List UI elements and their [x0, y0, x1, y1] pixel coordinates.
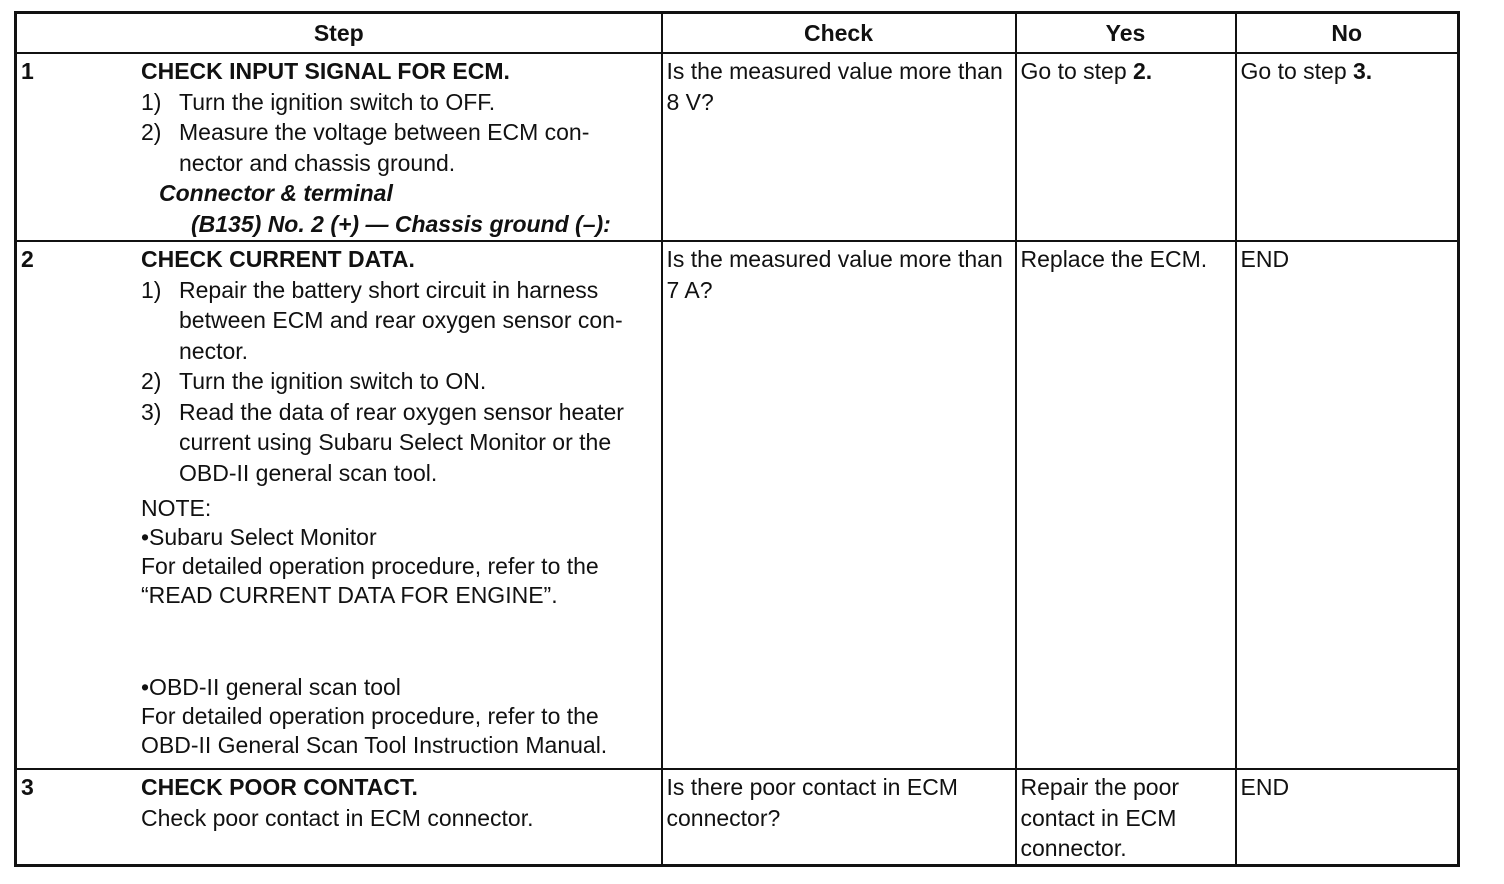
check-cell: Is there poor contact in ECM connector? [662, 769, 1016, 865]
step-number: 3 [21, 774, 34, 800]
note-body: For detailed operation procedure, refer to the OBD-II General Scan Tool Instruction Manual. [141, 703, 608, 758]
header-check: Check [662, 13, 1016, 54]
header-no: No [1236, 13, 1459, 54]
list-item: 2) Measure the voltage between ECM con-nector and chassis ground. [141, 119, 590, 176]
note-body: For detailed operation procedure, refer to the “READ CURRENT DATA FOR ENGINE”. [141, 553, 599, 608]
note-head: •OBD-II general scan tool [141, 674, 401, 700]
yes-cell: Go to step 2. [1016, 53, 1236, 241]
check-cell: Is the measured value more than 8 V? [662, 53, 1016, 241]
step-title: CHECK INPUT SIGNAL FOR ECM. [141, 58, 510, 84]
header-row [16, 13, 1459, 54]
table-row [16, 241, 1459, 769]
step-cell [16, 769, 662, 865]
connector-value: (B135) No. 2 (+) — Chassis ground (–): [191, 210, 611, 237]
step-title: CHECK POOR CONTACT. [141, 774, 418, 800]
list-item: 2) Turn the ignition switch to ON. [141, 368, 487, 394]
step-cell [16, 241, 662, 769]
list-item: 3) Read the data of rear oxygen sensor heater current using Subaru Select Monitor or the OBD-II general scan tool. [141, 398, 624, 486]
header-step: Step [16, 13, 662, 54]
step-body: Check poor contact in ECM connector. [141, 804, 534, 831]
check-cell: Is the measured value more than 7 A? [662, 241, 1016, 769]
yes-cell: Replace the ECM. [1016, 241, 1236, 769]
yes-cell: Repair the poor contact in ECM connector. [1016, 769, 1236, 865]
list-item: 1) Repair the battery short circuit in harness between ECM and rear oxygen sensor con-nector. [141, 276, 623, 364]
note-label: NOTE: [141, 495, 212, 521]
diagnostic-table [14, 11, 1460, 867]
table-row [16, 769, 1459, 865]
list-item: 1) Turn the ignition switch to OFF. [141, 88, 496, 115]
no-cell: END [1236, 241, 1459, 769]
connector-label: Connector & terminal [159, 180, 393, 206]
step-cell [16, 53, 662, 241]
step-number: 2 [21, 246, 34, 272]
step-number: 1 [21, 58, 34, 84]
no-cell: Go to step 3. [1236, 53, 1459, 241]
header-yes: Yes [1016, 13, 1236, 54]
note-head: •Subaru Select Monitor [141, 524, 377, 550]
no-cell: END [1236, 769, 1459, 865]
table-row [16, 53, 1459, 241]
step-title: CHECK CURRENT DATA. [141, 246, 415, 272]
